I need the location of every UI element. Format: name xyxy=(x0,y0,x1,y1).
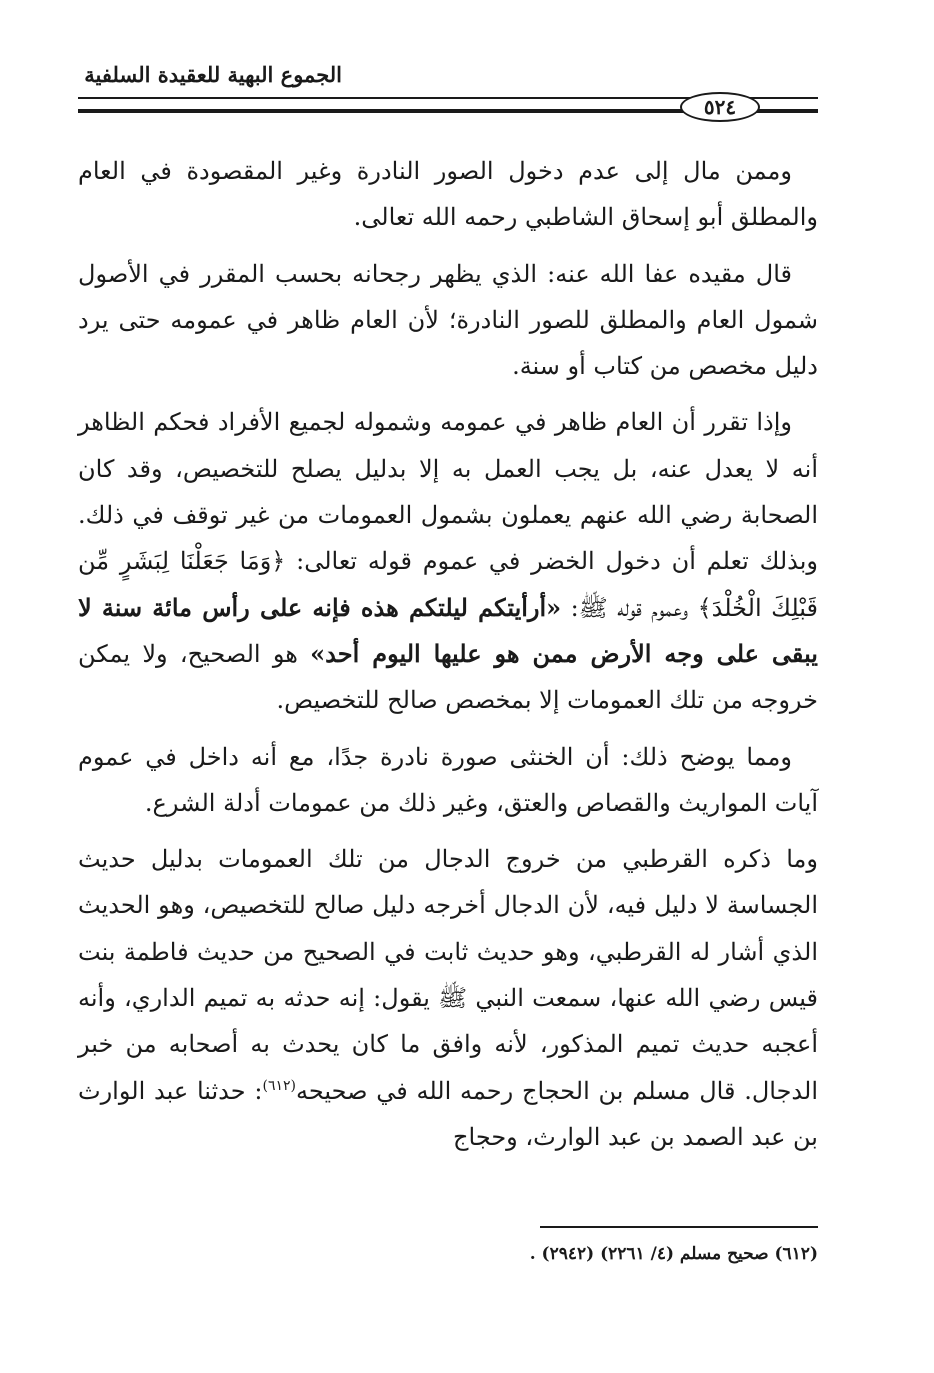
paragraph-5 xyxy=(78,836,818,1160)
paragraph-3-end: هو الصحيح، ولا يمكن خروجه من تلك العمومات إلا بمخصص صالح للتخصيص. xyxy=(78,639,818,715)
paragraph-5-text: وما ذكره القرطبي من خروج الدجال من تلك العمومات بدليل حديث الجساسة لا دليل فيه، لأن الدجال أخرجه دليل صالح للتخصيص، وهو الحديث الذي أشار له القرطبي، وهو حديث ثابت في الصحيح من حديث فاطمة بنت قيس رضي الله عنها، سمعت النبي ﷺ يقول: إنه حدثه به تميم الداري، وأنه أعجبه حديث تميم المذكور، لأنه وافق ما كان يحدث به أصحابه من خبر الدجال. قال مسلم بن الحجاج رحمه الله في صحيحه xyxy=(78,845,819,1105)
paragraph-2: قال مقيده عفا الله عنه: الذي يظهر رجحانه بحسب المقرر في الأصول شمول العام والمطلق للصور النادرة؛ لأن العام ظاهر في عمومه حتى يرد دليل مخصص من كتاب أو سنة. xyxy=(78,259,818,381)
paragraph-5-end: : حدثنا عبد الوارث بن عبد الصمد بن عبد الوارث، وحجاج xyxy=(78,1076,818,1151)
page-number-badge xyxy=(680,92,760,122)
running-header-title: الجموع البهية للعقيدة السلفية xyxy=(84,62,342,87)
main-text xyxy=(78,148,818,1170)
paragraph-3-text: وإذا تقرر أن العام ظاهر في عمومه وشموله لجميع الأفراد فحكم الظاهر أنه لا يعدل عنه، بل يجب العمل به إلا بدليل يصلح للتخصيص، وقد كان الصحابة رضي الله عنهم يعملون بشمول العمومات من غير توقف في ذلك. وبذلك تعلم أن دخول الخضر في عموم قوله تعالى: xyxy=(78,408,819,576)
footnote-reference[interactable]: (٦١٢) xyxy=(262,1077,296,1094)
footnote: (٦١٢) صحيح مسلم (٤/ ٢٢٦١) (٢٩٤٢) . xyxy=(529,1244,818,1264)
paragraph-1: وممن مال إلى عدم دخول الصور النادرة وغير المقصودة في العام والمطلق أبو إسحاق الشاطبي رحمه الله تعالى. xyxy=(78,157,818,232)
footnote-separator xyxy=(540,1226,818,1228)
quran-verse: ﴿وَمَا جَعَلْنَا لِبَشَرٍ مِّن قَبْلِكَ الْخُلْدَ﴾ xyxy=(78,547,818,622)
paragraph-3-middle: وعموم قوله ﷺ: xyxy=(561,593,698,622)
page-number: ٥٢٤ xyxy=(703,95,737,119)
paragraph-4: ومما يوضح ذلك: أن الخنثى صورة نادرة جدًا، مع أنه داخل في عموم آيات المواريث والقصاص والعتق، وغير ذلك من عمومات أدلة الشرع. xyxy=(78,742,818,817)
paragraph-3 xyxy=(78,399,818,723)
hadith-quote: «أرأيتكم ليلتكم هذه فإنه على رأس مائة سنة لا يبقى على وجه الأرض ممن هو عليها اليوم أحد» xyxy=(78,592,818,668)
